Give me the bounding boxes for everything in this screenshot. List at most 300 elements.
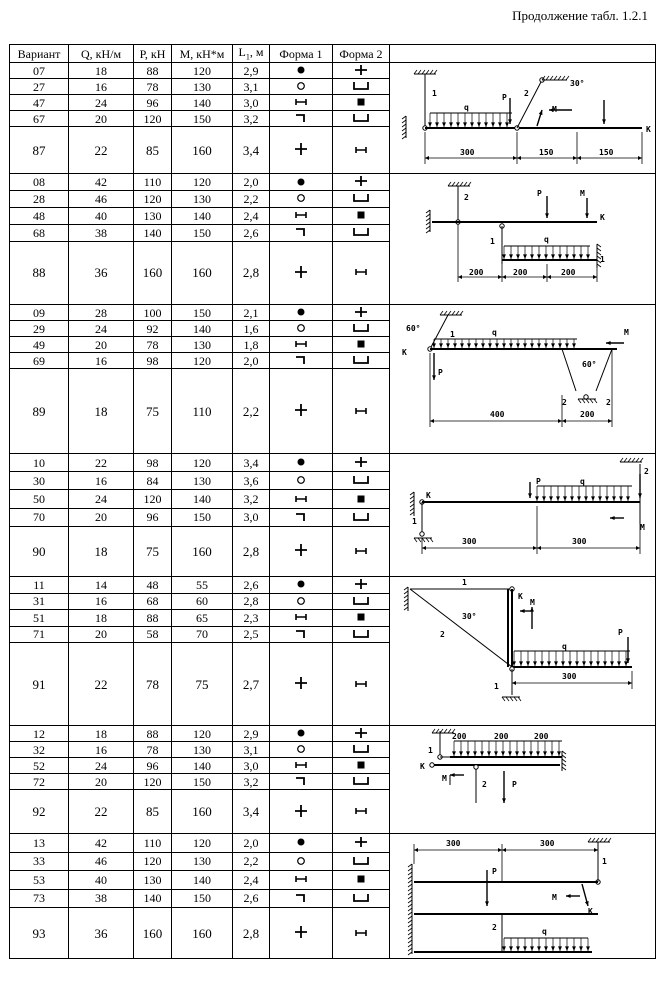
- form1-cell: [270, 337, 333, 353]
- diagram-label: q: [463, 103, 469, 112]
- form1-cell: [270, 908, 333, 959]
- angle-section-icon: [295, 512, 307, 524]
- i-beam-icon: [354, 406, 368, 418]
- cross-section-icon: [294, 925, 308, 941]
- diagram-label: 1: [461, 578, 467, 587]
- diagram-label: M: [623, 328, 629, 337]
- m-cell: 160: [172, 908, 233, 959]
- variant-cell: 73: [10, 889, 69, 908]
- q-cell: 20: [69, 774, 134, 790]
- l1-cell: 3,4: [233, 454, 270, 472]
- diagram-label: 1: [493, 682, 499, 691]
- channel-section-icon: [352, 744, 370, 756]
- m-cell: 60: [172, 593, 233, 610]
- filled-circle-icon: [296, 457, 306, 469]
- l1-cell: 2,8: [233, 593, 270, 610]
- l1-cell: 2,6: [233, 889, 270, 908]
- p-cell: 98: [134, 454, 172, 472]
- variant-cell: 88: [10, 241, 69, 304]
- q-cell: 20: [69, 337, 134, 353]
- scheme-diagram: [392, 305, 654, 453]
- l1-cell: 1,6: [233, 321, 270, 337]
- variant-cell: 31: [10, 593, 69, 610]
- i-beam-icon: [354, 806, 368, 818]
- cross-section-icon: [294, 142, 308, 158]
- form2-cell: [333, 610, 390, 627]
- angle-section-icon: [295, 893, 307, 905]
- form2-cell: [333, 353, 390, 369]
- form1-cell: [270, 369, 333, 454]
- cross-section-icon: [354, 836, 368, 850]
- variant-cell: 72: [10, 774, 69, 790]
- q-cell: 24: [69, 758, 134, 774]
- header-figure: [390, 45, 656, 63]
- cross-section-icon: [294, 804, 308, 820]
- form1-cell: [270, 774, 333, 790]
- channel-section-icon: [352, 856, 370, 868]
- filled-circle-icon: [296, 837, 306, 849]
- q-cell: 40: [69, 207, 134, 224]
- form1-cell: [270, 241, 333, 304]
- q-cell: 18: [69, 610, 134, 627]
- diagram-label: K: [517, 592, 523, 601]
- p-cell: 88: [134, 726, 172, 742]
- scheme-diagram-cell: [390, 726, 656, 834]
- form2-cell: [333, 908, 390, 959]
- diagram-label: P: [501, 93, 507, 102]
- form1-cell: [270, 871, 333, 890]
- diagram-label: 300: [571, 537, 586, 546]
- m-cell: 160: [172, 526, 233, 576]
- q-cell: 22: [69, 643, 134, 726]
- diagram-label: 150: [598, 148, 613, 157]
- p-cell: 92: [134, 321, 172, 337]
- variant-cell: 09: [10, 305, 69, 321]
- p-cell: 48: [134, 577, 172, 594]
- form2-cell: [333, 454, 390, 472]
- q-cell: 18: [69, 369, 134, 454]
- form1-cell: [270, 526, 333, 576]
- q-cell: 42: [69, 174, 134, 191]
- variant-cell: 68: [10, 224, 69, 241]
- diagram-label: 2: [439, 630, 445, 639]
- p-cell: 78: [134, 337, 172, 353]
- q-cell: 18: [69, 726, 134, 742]
- channel-section-icon: [352, 629, 370, 641]
- diagram-label: 300: [539, 839, 554, 848]
- diagram-label: 60°: [405, 324, 420, 333]
- form2-cell: [333, 643, 390, 726]
- form2-cell: [333, 852, 390, 871]
- scheme-diagram-cell: [390, 305, 656, 454]
- diagram-label: 1: [601, 857, 607, 866]
- l1-cell: 2,9: [233, 63, 270, 79]
- m-cell: 70: [172, 626, 233, 643]
- form1-cell: [270, 174, 333, 191]
- form2-cell: [333, 190, 390, 207]
- q-cell: 36: [69, 908, 134, 959]
- m-cell: 140: [172, 758, 233, 774]
- l1-cell: 2,2: [233, 852, 270, 871]
- form1-cell: [270, 643, 333, 726]
- variant-cell: 13: [10, 834, 69, 853]
- l1-cell: 2,2: [233, 369, 270, 454]
- ring-icon: [296, 744, 306, 756]
- l1-cell: 2,7: [233, 643, 270, 726]
- diagram-label: M: [529, 598, 535, 607]
- diagram-label: 200: [451, 731, 466, 741]
- diagram-label: 200: [560, 268, 575, 277]
- table-row: [10, 726, 656, 742]
- diagram-label: 200: [468, 268, 483, 277]
- diagram-label: 2: [561, 398, 567, 407]
- variant-cell: 52: [10, 758, 69, 774]
- variant-cell: 69: [10, 353, 69, 369]
- channel-section-icon: [352, 512, 370, 524]
- m-cell: 160: [172, 241, 233, 304]
- m-cell: 120: [172, 63, 233, 79]
- p-cell: 96: [134, 758, 172, 774]
- diagram-label: K: [599, 213, 605, 222]
- angle-section-icon: [295, 355, 307, 367]
- variant-cell: 92: [10, 790, 69, 834]
- l1-cell: 2,8: [233, 526, 270, 576]
- header-form1: Форма 1: [270, 45, 333, 63]
- form1-cell: [270, 353, 333, 369]
- l1-cell: 3,2: [233, 111, 270, 127]
- form2-cell: [333, 726, 390, 742]
- m-cell: 130: [172, 852, 233, 871]
- diagram-label: 1: [431, 89, 437, 98]
- m-cell: 160: [172, 790, 233, 834]
- q-cell: 22: [69, 127, 134, 174]
- i-beam-icon: [294, 97, 308, 109]
- diagram-label: 2: [643, 467, 649, 476]
- form1-cell: [270, 852, 333, 871]
- i-beam-icon: [354, 679, 368, 691]
- filled-circle-icon: [296, 65, 306, 77]
- channel-section-icon: [352, 596, 370, 608]
- l1-cell: 3,2: [233, 490, 270, 508]
- form2-cell: [333, 207, 390, 224]
- form2-cell: [333, 369, 390, 454]
- l1-cell: 2,4: [233, 871, 270, 890]
- form1-cell: [270, 508, 333, 526]
- q-cell: 16: [69, 742, 134, 758]
- m-cell: 130: [172, 79, 233, 95]
- q-cell: 40: [69, 871, 134, 890]
- l1-cell: 3,4: [233, 790, 270, 834]
- diagram-label: 60°: [581, 360, 596, 369]
- p-cell: 96: [134, 508, 172, 526]
- i-beam-icon: [294, 339, 308, 351]
- m-cell: 130: [172, 190, 233, 207]
- l1-cell: 3,0: [233, 508, 270, 526]
- m-cell: 120: [172, 174, 233, 191]
- q-cell: 24: [69, 95, 134, 111]
- channel-section-icon: [352, 776, 370, 788]
- diagram-label: M: [579, 189, 585, 198]
- diagram-label: 1: [427, 745, 433, 755]
- filled-square-icon: [356, 874, 366, 886]
- form1-cell: [270, 593, 333, 610]
- q-cell: 24: [69, 321, 134, 337]
- p-cell: 68: [134, 593, 172, 610]
- l1-cell: 3,0: [233, 758, 270, 774]
- m-cell: 75: [172, 643, 233, 726]
- cross-section-icon: [354, 306, 368, 320]
- variant-cell: 33: [10, 852, 69, 871]
- table-row: [10, 577, 656, 594]
- diagram-label: M: [551, 893, 557, 902]
- form2-cell: [333, 834, 390, 853]
- ring-icon: [296, 323, 306, 335]
- form2-cell: [333, 508, 390, 526]
- angle-section-icon: [295, 776, 307, 788]
- diagram-label: 300: [461, 537, 476, 546]
- m-cell: 130: [172, 337, 233, 353]
- scheme-diagram-cell: [390, 454, 656, 577]
- ring-icon: [296, 193, 306, 205]
- p-cell: 120: [134, 774, 172, 790]
- form1-cell: [270, 610, 333, 627]
- table-caption: Продолжение табл. 1.2.1: [512, 8, 648, 23]
- form1-cell: [270, 742, 333, 758]
- l1-cell: 3,6: [233, 472, 270, 490]
- channel-section-icon: [352, 81, 370, 93]
- cross-section-icon: [354, 578, 368, 592]
- form2-cell: [333, 305, 390, 321]
- form2-cell: [333, 774, 390, 790]
- m-cell: 120: [172, 726, 233, 742]
- diagram-label: 30°: [569, 79, 584, 88]
- l1-cell: 3,0: [233, 95, 270, 111]
- m-cell: 140: [172, 321, 233, 337]
- l1-cell: 2,0: [233, 834, 270, 853]
- header-l1: [233, 45, 270, 63]
- scheme-diagram: [392, 174, 654, 304]
- cross-section-icon: [354, 64, 368, 78]
- header-l1-base: L: [238, 44, 246, 59]
- p-cell: 75: [134, 526, 172, 576]
- form1-cell: [270, 79, 333, 95]
- header-variant: Вариант: [10, 45, 69, 63]
- p-cell: 88: [134, 63, 172, 79]
- l1-cell: 2,0: [233, 353, 270, 369]
- p-cell: 78: [134, 79, 172, 95]
- form2-cell: [333, 79, 390, 95]
- p-cell: 85: [134, 127, 172, 174]
- diagram-label: q: [561, 642, 567, 651]
- variant-cell: 70: [10, 508, 69, 526]
- form2-cell: [333, 111, 390, 127]
- diagram-label: 200: [512, 268, 527, 277]
- p-cell: 120: [134, 111, 172, 127]
- q-cell: 16: [69, 472, 134, 490]
- header-l1-unit: , м: [249, 44, 264, 59]
- ring-icon: [296, 81, 306, 93]
- scheme-diagram: [392, 66, 654, 170]
- i-beam-icon: [294, 210, 308, 222]
- i-beam-icon: [354, 928, 368, 940]
- diagram-label: 150: [538, 148, 553, 157]
- p-cell: 140: [134, 224, 172, 241]
- diagram-label: 300: [445, 839, 460, 848]
- form1-cell: [270, 889, 333, 908]
- form2-cell: [333, 626, 390, 643]
- l1-cell: 3,2: [233, 774, 270, 790]
- m-cell: 140: [172, 490, 233, 508]
- form1-cell: [270, 577, 333, 594]
- q-cell: 24: [69, 490, 134, 508]
- diagram-label: 300: [459, 148, 474, 157]
- p-cell: 120: [134, 190, 172, 207]
- scheme-diagram-cell: [390, 577, 656, 726]
- filled-circle-icon: [296, 579, 306, 591]
- variant-cell: 11: [10, 577, 69, 594]
- p-cell: 78: [134, 643, 172, 726]
- variant-cell: 53: [10, 871, 69, 890]
- filled-square-icon: [356, 612, 366, 624]
- scheme-diagram-cell: [390, 834, 656, 959]
- cross-section-icon: [294, 265, 308, 281]
- form1-cell: [270, 95, 333, 111]
- channel-section-icon: [352, 893, 370, 905]
- ring-icon: [296, 856, 306, 868]
- m-cell: 150: [172, 224, 233, 241]
- angle-section-icon: [295, 227, 307, 239]
- variant-cell: 28: [10, 190, 69, 207]
- diagram-label: P: [491, 867, 497, 876]
- p-cell: 130: [134, 871, 172, 890]
- form2-cell: [333, 593, 390, 610]
- l1-cell: 3,1: [233, 742, 270, 758]
- p-cell: 85: [134, 790, 172, 834]
- channel-section-icon: [352, 193, 370, 205]
- diagram-label: M: [441, 773, 447, 783]
- l1-cell: 2,0: [233, 174, 270, 191]
- variant-cell: 51: [10, 610, 69, 627]
- variant-cell: 87: [10, 127, 69, 174]
- q-cell: 14: [69, 577, 134, 594]
- i-beam-icon: [354, 267, 368, 279]
- l1-cell: 2,6: [233, 577, 270, 594]
- diagram-label: K: [401, 348, 407, 357]
- q-cell: 18: [69, 63, 134, 79]
- p-cell: 58: [134, 626, 172, 643]
- q-cell: 36: [69, 241, 134, 304]
- q-cell: 20: [69, 626, 134, 643]
- diagram-label: 300: [561, 672, 576, 681]
- variant-cell: 30: [10, 472, 69, 490]
- table-row: [10, 834, 656, 853]
- l1-cell: 1,8: [233, 337, 270, 353]
- i-beam-icon: [354, 546, 368, 558]
- l1-cell: 2,5: [233, 626, 270, 643]
- diagram-label: 2: [481, 779, 487, 789]
- form1-cell: [270, 207, 333, 224]
- i-beam-icon: [294, 760, 308, 772]
- angle-section-icon: [295, 113, 307, 125]
- diagram-label: q: [579, 477, 585, 486]
- header-form2: Форма 2: [333, 45, 390, 63]
- diagram-label: q: [491, 328, 497, 337]
- diagram-label: 1: [599, 255, 605, 264]
- i-beam-icon: [294, 494, 308, 506]
- form1-cell: [270, 758, 333, 774]
- p-cell: 110: [134, 174, 172, 191]
- cross-section-icon: [294, 676, 308, 692]
- scheme-diagram: [392, 834, 654, 958]
- form1-cell: [270, 726, 333, 742]
- diagram-label: q: [543, 235, 549, 244]
- form1-cell: [270, 454, 333, 472]
- diagram-label: 200: [533, 731, 548, 741]
- header-q: Q, кН/м: [69, 45, 134, 63]
- diagram-label: P: [511, 779, 517, 789]
- p-cell: 75: [134, 369, 172, 454]
- m-cell: 150: [172, 508, 233, 526]
- variant-cell: 08: [10, 174, 69, 191]
- l1-cell: 2,9: [233, 726, 270, 742]
- variant-cell: 27: [10, 79, 69, 95]
- form2-cell: [333, 758, 390, 774]
- m-cell: 140: [172, 871, 233, 890]
- form1-cell: [270, 63, 333, 79]
- header-l1-sub: 1: [245, 52, 250, 62]
- diagram-label: 2: [491, 923, 497, 932]
- q-cell: 20: [69, 508, 134, 526]
- variant-cell: 71: [10, 626, 69, 643]
- form2-cell: [333, 241, 390, 304]
- form2-cell: [333, 526, 390, 576]
- form2-cell: [333, 337, 390, 353]
- channel-section-icon: [352, 113, 370, 125]
- q-cell: 46: [69, 190, 134, 207]
- variant-cell: 32: [10, 742, 69, 758]
- m-cell: 140: [172, 95, 233, 111]
- variants-table: [9, 44, 656, 959]
- form2-cell: [333, 577, 390, 594]
- cross-section-icon: [354, 727, 368, 741]
- q-cell: 18: [69, 526, 134, 576]
- i-beam-icon: [354, 145, 368, 157]
- p-cell: 110: [134, 834, 172, 853]
- filled-circle-icon: [296, 307, 306, 319]
- form2-cell: [333, 742, 390, 758]
- diagram-label: P: [617, 628, 623, 637]
- m-cell: 130: [172, 472, 233, 490]
- diagram-label: M: [639, 523, 645, 532]
- q-cell: 46: [69, 852, 134, 871]
- p-cell: 120: [134, 490, 172, 508]
- q-cell: 16: [69, 593, 134, 610]
- l1-cell: 2,6: [233, 224, 270, 241]
- diagram-label: 2: [523, 89, 529, 98]
- form2-cell: [333, 321, 390, 337]
- p-cell: 160: [134, 241, 172, 304]
- diagram-label: 30°: [461, 612, 476, 621]
- p-cell: 100: [134, 305, 172, 321]
- diagram-label: K: [419, 761, 425, 771]
- form2-cell: [333, 889, 390, 908]
- l1-cell: 2,4: [233, 207, 270, 224]
- diagram-label: q: [541, 927, 547, 936]
- m-cell: 150: [172, 774, 233, 790]
- m-cell: 150: [172, 889, 233, 908]
- m-cell: 55: [172, 577, 233, 594]
- m-cell: 150: [172, 111, 233, 127]
